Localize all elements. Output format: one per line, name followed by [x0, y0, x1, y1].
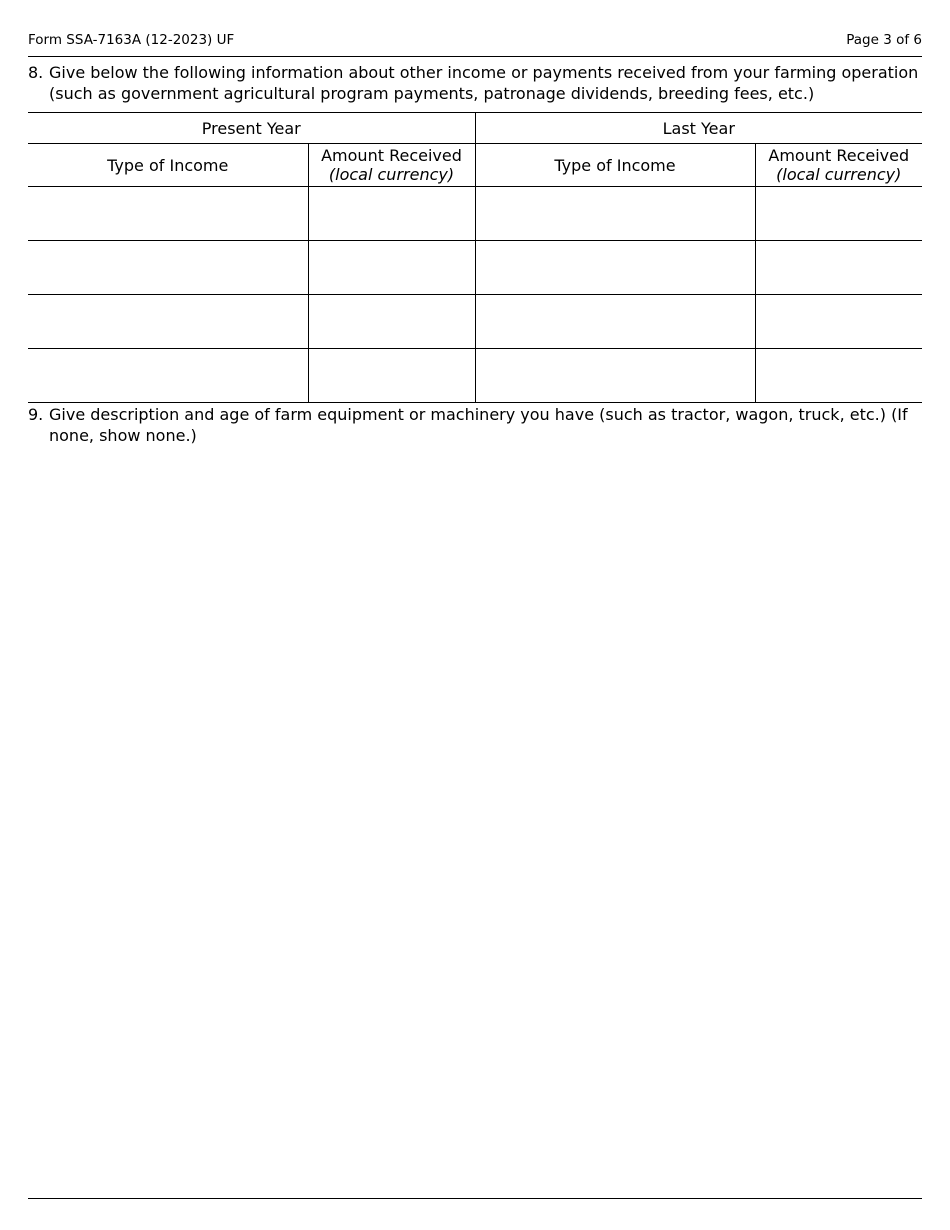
present-type-of-income-cell[interactable] [28, 349, 308, 403]
present-type-of-income-header: Type of Income [28, 144, 308, 187]
local-currency-label: (local currency) [328, 165, 455, 184]
present-amount-received-cell[interactable] [308, 349, 475, 403]
question-9 [28, 404, 922, 446]
present-type-of-income-cell[interactable] [28, 241, 308, 295]
last-type-of-income-cell[interactable] [475, 295, 755, 349]
form-id: Form SSA-7163A (12-2023) UF [28, 32, 235, 48]
question-8 [28, 62, 922, 104]
present-type-of-income-cell[interactable] [28, 295, 308, 349]
table-row [28, 349, 922, 403]
last-type-of-income-header: Type of Income [475, 144, 755, 187]
last-year-header: Last Year [475, 113, 922, 144]
last-amount-received-header [755, 144, 922, 187]
present-amount-received-cell[interactable] [308, 187, 475, 241]
present-type-of-income-cell[interactable] [28, 187, 308, 241]
amount-received-label: Amount Received [768, 146, 910, 165]
other-income-table [28, 112, 922, 403]
footer-divider [28, 1198, 922, 1199]
present-amount-received-cell[interactable] [308, 295, 475, 349]
question-9-number: 9. [28, 405, 44, 424]
last-amount-received-cell[interactable] [755, 187, 922, 241]
table-row [28, 241, 922, 295]
present-amount-received-header [308, 144, 475, 187]
present-amount-received-cell[interactable] [308, 241, 475, 295]
page-header [28, 32, 922, 57]
local-currency-label: (local currency) [776, 165, 902, 184]
last-type-of-income-cell[interactable] [475, 241, 755, 295]
amount-received-label: Amount Received [321, 146, 462, 165]
last-amount-received-cell[interactable] [755, 295, 922, 349]
question-8-text: Give below the following information about other income or payments received from your farming operation (such as government agricultural program payments, patronage dividends, breeding fees, etc.) [49, 63, 919, 103]
question-9-text: Give description and age of farm equipment or machinery you have (such as tractor, wagon, truck, etc.) (If none, show none.) [49, 405, 908, 445]
question-8-number: 8. [28, 63, 44, 82]
last-amount-received-cell[interactable] [755, 241, 922, 295]
last-type-of-income-cell[interactable] [475, 349, 755, 403]
page-number: Page 3 of 6 [846, 32, 922, 48]
table-row [28, 295, 922, 349]
last-type-of-income-cell[interactable] [475, 187, 755, 241]
last-amount-received-cell[interactable] [755, 349, 922, 403]
present-year-header: Present Year [28, 113, 475, 144]
table-row [28, 187, 922, 241]
